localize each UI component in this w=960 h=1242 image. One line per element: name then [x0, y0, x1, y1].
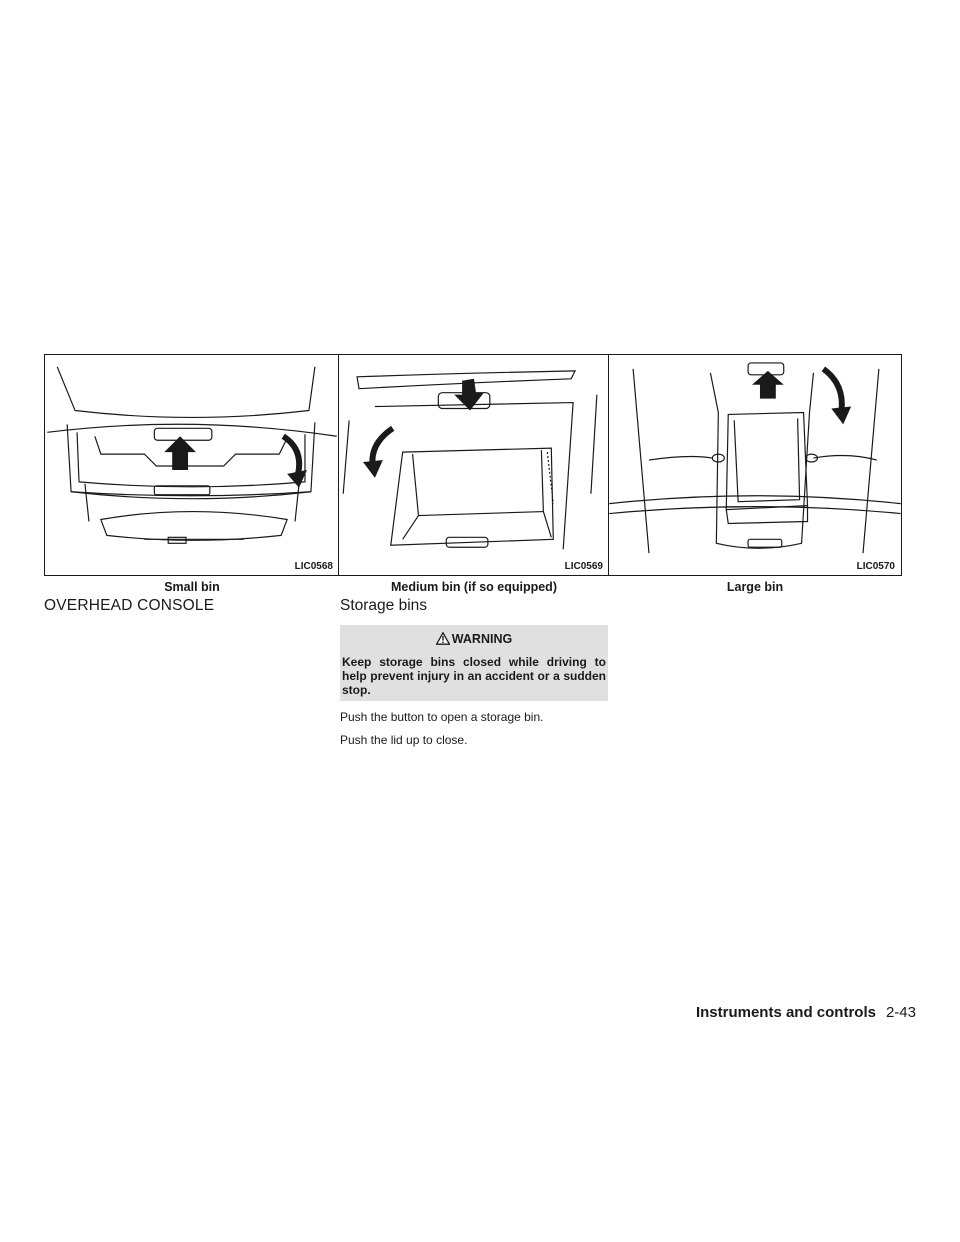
- paragraph: Push the lid up to close.: [340, 733, 468, 747]
- figure-caption: Medium bin (if so equipped): [391, 580, 557, 594]
- warning-label: WARNING: [451, 632, 513, 646]
- curved-arrow-icon: [823, 369, 841, 413]
- figure-small-bin: [44, 354, 340, 576]
- large-bin-illustration: [609, 355, 901, 575]
- paragraph: Push the button to open a storage bin.: [340, 710, 544, 724]
- subsection-title: Storage bins: [340, 597, 428, 614]
- page-footer: [696, 1004, 916, 1021]
- figure-code: LIC0570: [856, 561, 895, 572]
- section-title: OVERHEAD CONSOLE: [44, 597, 215, 614]
- figure-large-bin: [608, 354, 902, 576]
- figure-code: LIC0569: [564, 561, 603, 572]
- small-bin-illustration: [45, 355, 339, 575]
- page-number: 2-43: [885, 1004, 916, 1021]
- warning-triangle-icon: [436, 632, 450, 645]
- figure-code: LIC0568: [294, 561, 333, 572]
- figure-caption: Small bin: [164, 580, 220, 594]
- warning-text: Keep storage bins closed while driving to help prevent injury in an accident or a sudden stop.: [342, 655, 606, 697]
- arrow-up-icon: [164, 436, 196, 470]
- figure-caption: Large bin: [726, 580, 784, 594]
- warning-header: [342, 631, 606, 647]
- medium-bin-illustration: [339, 355, 609, 575]
- warning-box: [340, 625, 608, 701]
- figure-medium-bin: [338, 354, 610, 576]
- footer-section: Instruments and controls: [695, 1004, 876, 1021]
